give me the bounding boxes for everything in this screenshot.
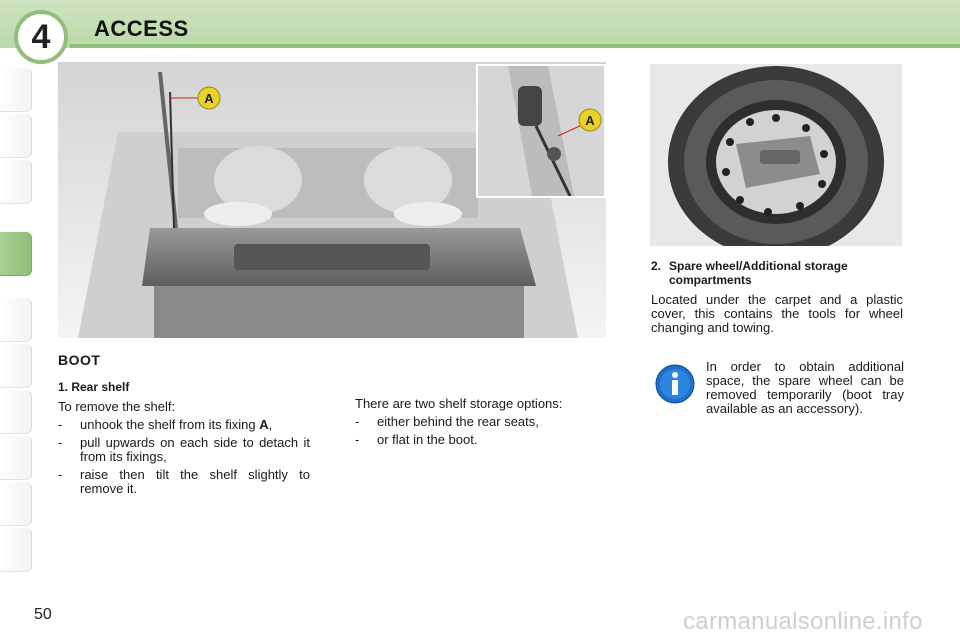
list-dash: - bbox=[355, 432, 360, 447]
callout-a-inset: A bbox=[585, 113, 595, 128]
chapter-number: 4 bbox=[31, 17, 51, 56]
watermark: carmanualsonline.info bbox=[683, 608, 923, 635]
step-text: raise then tilt the shelf slightly to remove it. bbox=[80, 467, 310, 496]
rear-shelf-step-1 bbox=[58, 418, 310, 432]
shelf-fixing-detail-photo bbox=[476, 64, 606, 198]
header-underline bbox=[70, 44, 960, 48]
chapter-badge bbox=[14, 10, 68, 64]
storage-intro: There are two shelf storage options: bbox=[355, 396, 563, 411]
shelf-storage-section bbox=[355, 397, 605, 447]
chapter-tab-7[interactable] bbox=[0, 390, 32, 434]
chapter-tab-9[interactable] bbox=[0, 482, 32, 526]
fixing-reference: A bbox=[259, 417, 269, 432]
option-text: either behind the rear seats, bbox=[377, 414, 539, 429]
chapter-tab-2[interactable] bbox=[0, 114, 32, 158]
section-heading-boot: BOOT bbox=[58, 352, 101, 368]
callout-a-main: A bbox=[204, 91, 214, 106]
chapter-tab-6[interactable] bbox=[0, 344, 32, 388]
rear-shelf-title: 1. Rear shelf bbox=[58, 380, 130, 394]
spare-wheel-title-text: Spare wheel/Additional storage compartments bbox=[669, 259, 848, 287]
rear-shelf-section bbox=[58, 380, 310, 496]
spare-wheel-photo bbox=[650, 64, 902, 246]
chapter-tab-5[interactable] bbox=[0, 298, 32, 342]
step-punct: , bbox=[268, 417, 273, 432]
chapter-tab-1[interactable] bbox=[0, 68, 32, 112]
list-dash: - bbox=[58, 417, 63, 432]
step-text: pull upwards on each side to detach it from its fixings, bbox=[80, 435, 310, 464]
rear-shelf-step-2 bbox=[58, 436, 310, 464]
list-dash: - bbox=[355, 414, 360, 429]
page-title: ACCESS bbox=[94, 16, 189, 41]
spare-wheel-title bbox=[651, 259, 903, 287]
spare-wheel-description: Located under the carpet and a plastic cover, this contains the tools for wheel changing and towing. bbox=[651, 292, 903, 335]
rear-shelf-intro: To remove the shelf: bbox=[58, 399, 176, 414]
storage-option-2 bbox=[355, 433, 605, 447]
chapter-tab-8[interactable] bbox=[0, 436, 32, 480]
page-number: 50 bbox=[34, 606, 52, 623]
info-icon bbox=[655, 364, 695, 404]
info-note: In order to obtain additional space, the spare wheel can be removed temporarily (boot tray available as an accessory). bbox=[706, 359, 904, 416]
storage-option-1 bbox=[355, 415, 605, 429]
rear-shelf-step-3 bbox=[58, 468, 310, 496]
step-text: unhook the shelf from its fixing bbox=[80, 417, 260, 432]
list-dash: - bbox=[58, 467, 63, 482]
chapter-tab-4-active[interactable] bbox=[0, 232, 32, 276]
option-text: or flat in the boot. bbox=[377, 432, 478, 447]
chapter-tab-10[interactable] bbox=[0, 528, 32, 572]
chapter-tab-3[interactable] bbox=[0, 160, 32, 204]
spare-wheel-section bbox=[651, 259, 903, 335]
spare-wheel-number: 2. bbox=[651, 259, 662, 273]
list-dash: - bbox=[58, 435, 63, 450]
